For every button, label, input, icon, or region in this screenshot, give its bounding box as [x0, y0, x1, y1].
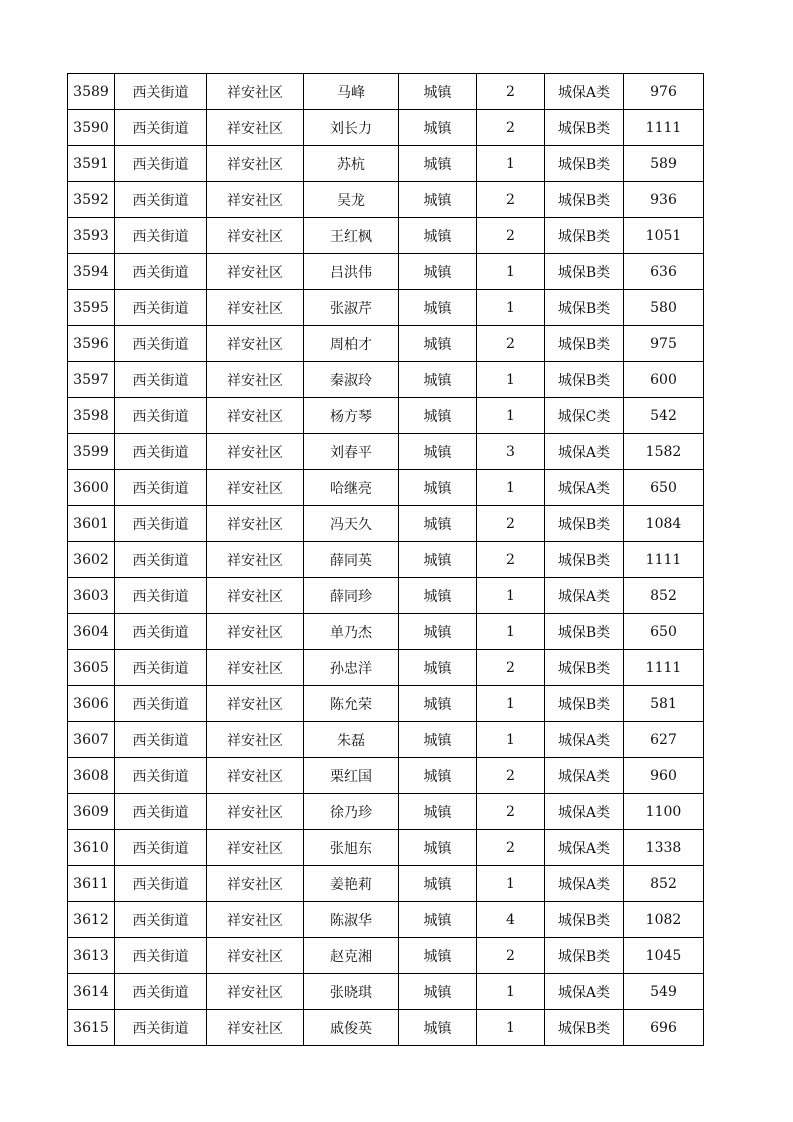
- subdistrict-cell: 西关街道: [115, 326, 207, 362]
- subdistrict-cell: 西关街道: [115, 650, 207, 686]
- insurance-category-cell: 城保A类: [545, 794, 624, 830]
- amount-cell: 1082: [624, 902, 704, 938]
- amount-cell: 589: [624, 146, 704, 182]
- household-size-cell: 1: [477, 290, 545, 326]
- record-id-cell: 3612: [68, 902, 115, 938]
- amount-cell: 1111: [624, 110, 704, 146]
- household-type-cell: 城镇: [399, 830, 477, 866]
- record-id-cell: 3608: [68, 758, 115, 794]
- record-id-cell: 3605: [68, 650, 115, 686]
- household-type-cell: 城镇: [399, 722, 477, 758]
- subdistrict-cell: 西关街道: [115, 218, 207, 254]
- household-type-cell: 城镇: [399, 182, 477, 218]
- insurance-category-cell: 城保B类: [545, 218, 624, 254]
- person-name-cell: 张旭东: [304, 830, 399, 866]
- amount-cell: 852: [624, 578, 704, 614]
- subdistrict-cell: 西关街道: [115, 830, 207, 866]
- subdistrict-cell: 西关街道: [115, 290, 207, 326]
- insurance-category-cell: 城保B类: [545, 290, 624, 326]
- table-row: [68, 902, 704, 938]
- amount-cell: 1045: [624, 938, 704, 974]
- household-type-cell: 城镇: [399, 686, 477, 722]
- record-id-cell: 3591: [68, 146, 115, 182]
- amount-cell: 696: [624, 1010, 704, 1046]
- community-cell: 祥安社区: [207, 938, 304, 974]
- record-id-cell: 3593: [68, 218, 115, 254]
- insurance-category-cell: 城保B类: [545, 650, 624, 686]
- table-row: [68, 218, 704, 254]
- amount-cell: 580: [624, 290, 704, 326]
- person-name-cell: 周柏才: [304, 326, 399, 362]
- household-size-cell: 1: [477, 866, 545, 902]
- record-id-cell: 3601: [68, 506, 115, 542]
- insurance-category-cell: 城保B类: [545, 506, 624, 542]
- household-size-cell: 1: [477, 398, 545, 434]
- person-name-cell: 秦淑玲: [304, 362, 399, 398]
- table-row: [68, 758, 704, 794]
- household-type-cell: 城镇: [399, 398, 477, 434]
- amount-cell: 1582: [624, 434, 704, 470]
- community-cell: 祥安社区: [207, 326, 304, 362]
- household-type-cell: 城镇: [399, 74, 477, 110]
- person-name-cell: 张淑芹: [304, 290, 399, 326]
- household-size-cell: 2: [477, 650, 545, 686]
- amount-cell: 960: [624, 758, 704, 794]
- subdistrict-cell: 西关街道: [115, 470, 207, 506]
- record-id-cell: 3604: [68, 614, 115, 650]
- household-type-cell: 城镇: [399, 614, 477, 650]
- person-name-cell: 苏杭: [304, 146, 399, 182]
- insurance-category-cell: 城保B类: [545, 542, 624, 578]
- table-row: [68, 794, 704, 830]
- table-row: [68, 650, 704, 686]
- amount-cell: 627: [624, 722, 704, 758]
- subdistrict-cell: 西关街道: [115, 434, 207, 470]
- subdistrict-cell: 西关街道: [115, 398, 207, 434]
- community-cell: 祥安社区: [207, 974, 304, 1010]
- amount-cell: 636: [624, 254, 704, 290]
- subdistrict-cell: 西关街道: [115, 614, 207, 650]
- community-cell: 祥安社区: [207, 290, 304, 326]
- household-type-cell: 城镇: [399, 254, 477, 290]
- community-cell: 祥安社区: [207, 650, 304, 686]
- table-row: [68, 398, 704, 434]
- household-type-cell: 城镇: [399, 110, 477, 146]
- table-row: [68, 434, 704, 470]
- record-id-cell: 3615: [68, 1010, 115, 1046]
- insurance-category-cell: 城保B类: [545, 902, 624, 938]
- household-size-cell: 2: [477, 794, 545, 830]
- insurance-category-cell: 城保B类: [545, 254, 624, 290]
- household-type-cell: 城镇: [399, 938, 477, 974]
- community-cell: 祥安社区: [207, 182, 304, 218]
- record-id-cell: 3592: [68, 182, 115, 218]
- person-name-cell: 单乃杰: [304, 614, 399, 650]
- person-name-cell: 张晓琪: [304, 974, 399, 1010]
- insurance-category-cell: 城保A类: [545, 974, 624, 1010]
- record-id-cell: 3609: [68, 794, 115, 830]
- household-size-cell: 2: [477, 758, 545, 794]
- amount-cell: 1111: [624, 542, 704, 578]
- household-size-cell: 1: [477, 254, 545, 290]
- household-size-cell: 1: [477, 578, 545, 614]
- amount-cell: 1100: [624, 794, 704, 830]
- household-type-cell: 城镇: [399, 326, 477, 362]
- record-id-cell: 3596: [68, 326, 115, 362]
- household-type-cell: 城镇: [399, 470, 477, 506]
- table-row: [68, 866, 704, 902]
- amount-cell: 542: [624, 398, 704, 434]
- household-size-cell: 1: [477, 146, 545, 182]
- household-type-cell: 城镇: [399, 218, 477, 254]
- household-type-cell: 城镇: [399, 794, 477, 830]
- person-name-cell: 薛同英: [304, 542, 399, 578]
- subdistrict-cell: 西关街道: [115, 362, 207, 398]
- data-sheet: [67, 73, 704, 1046]
- table-row: [68, 110, 704, 146]
- community-cell: 祥安社区: [207, 578, 304, 614]
- amount-cell: 650: [624, 614, 704, 650]
- record-id-cell: 3600: [68, 470, 115, 506]
- household-type-cell: 城镇: [399, 362, 477, 398]
- household-size-cell: 1: [477, 362, 545, 398]
- household-type-cell: 城镇: [399, 434, 477, 470]
- record-id-cell: 3599: [68, 434, 115, 470]
- table-row: [68, 974, 704, 1010]
- household-size-cell: 2: [477, 326, 545, 362]
- table-body: [68, 74, 704, 1046]
- table-row: [68, 938, 704, 974]
- record-id-cell: 3613: [68, 938, 115, 974]
- household-size-cell: 2: [477, 182, 545, 218]
- community-cell: 祥安社区: [207, 506, 304, 542]
- subdistrict-cell: 西关街道: [115, 794, 207, 830]
- subdistrict-cell: 西关街道: [115, 902, 207, 938]
- community-cell: 祥安社区: [207, 362, 304, 398]
- insurance-category-cell: 城保C类: [545, 398, 624, 434]
- subdistrict-cell: 西关街道: [115, 758, 207, 794]
- person-name-cell: 陈淑华: [304, 902, 399, 938]
- community-cell: 祥安社区: [207, 794, 304, 830]
- insurance-category-cell: 城保B类: [545, 146, 624, 182]
- insurance-category-cell: 城保B类: [545, 362, 624, 398]
- person-name-cell: 薛同珍: [304, 578, 399, 614]
- insurance-category-cell: 城保B类: [545, 326, 624, 362]
- community-cell: 祥安社区: [207, 110, 304, 146]
- subdistrict-cell: 西关街道: [115, 74, 207, 110]
- person-name-cell: 栗红国: [304, 758, 399, 794]
- amount-cell: 650: [624, 470, 704, 506]
- amount-cell: 976: [624, 74, 704, 110]
- person-name-cell: 杨方琴: [304, 398, 399, 434]
- household-type-cell: 城镇: [399, 902, 477, 938]
- record-id-cell: 3589: [68, 74, 115, 110]
- household-size-cell: 1: [477, 1010, 545, 1046]
- table-row: [68, 470, 704, 506]
- insurance-category-cell: 城保A类: [545, 74, 624, 110]
- subdistrict-cell: 西关街道: [115, 542, 207, 578]
- person-name-cell: 王红枫: [304, 218, 399, 254]
- records-table: [67, 73, 704, 1046]
- subdistrict-cell: 西关街道: [115, 686, 207, 722]
- community-cell: 祥安社区: [207, 830, 304, 866]
- insurance-category-cell: 城保B类: [545, 686, 624, 722]
- table-row: [68, 182, 704, 218]
- record-id-cell: 3610: [68, 830, 115, 866]
- amount-cell: 975: [624, 326, 704, 362]
- community-cell: 祥安社区: [207, 686, 304, 722]
- insurance-category-cell: 城保B类: [545, 614, 624, 650]
- insurance-category-cell: 城保A类: [545, 758, 624, 794]
- subdistrict-cell: 西关街道: [115, 974, 207, 1010]
- person-name-cell: 姜艳莉: [304, 866, 399, 902]
- household-type-cell: 城镇: [399, 866, 477, 902]
- person-name-cell: 刘春平: [304, 434, 399, 470]
- community-cell: 祥安社区: [207, 866, 304, 902]
- record-id-cell: 3614: [68, 974, 115, 1010]
- record-id-cell: 3597: [68, 362, 115, 398]
- amount-cell: 1051: [624, 218, 704, 254]
- household-size-cell: 2: [477, 830, 545, 866]
- table-row: [68, 74, 704, 110]
- insurance-category-cell: 城保B类: [545, 1010, 624, 1046]
- subdistrict-cell: 西关街道: [115, 110, 207, 146]
- record-id-cell: 3598: [68, 398, 115, 434]
- amount-cell: 581: [624, 686, 704, 722]
- table-row: [68, 578, 704, 614]
- person-name-cell: 哈继亮: [304, 470, 399, 506]
- subdistrict-cell: 西关街道: [115, 146, 207, 182]
- community-cell: 祥安社区: [207, 74, 304, 110]
- community-cell: 祥安社区: [207, 614, 304, 650]
- community-cell: 祥安社区: [207, 902, 304, 938]
- subdistrict-cell: 西关街道: [115, 938, 207, 974]
- table-row: [68, 722, 704, 758]
- record-id-cell: 3603: [68, 578, 115, 614]
- community-cell: 祥安社区: [207, 218, 304, 254]
- household-size-cell: 2: [477, 74, 545, 110]
- household-size-cell: 1: [477, 470, 545, 506]
- household-size-cell: 1: [477, 974, 545, 1010]
- record-id-cell: 3590: [68, 110, 115, 146]
- person-name-cell: 赵克湘: [304, 938, 399, 974]
- community-cell: 祥安社区: [207, 434, 304, 470]
- community-cell: 祥安社区: [207, 146, 304, 182]
- table-row: [68, 362, 704, 398]
- insurance-category-cell: 城保A类: [545, 578, 624, 614]
- household-size-cell: 1: [477, 722, 545, 758]
- household-size-cell: 2: [477, 542, 545, 578]
- household-size-cell: 2: [477, 218, 545, 254]
- amount-cell: 1111: [624, 650, 704, 686]
- insurance-category-cell: 城保B类: [545, 110, 624, 146]
- community-cell: 祥安社区: [207, 254, 304, 290]
- person-name-cell: 孙忠洋: [304, 650, 399, 686]
- table-row: [68, 146, 704, 182]
- household-size-cell: 4: [477, 902, 545, 938]
- household-type-cell: 城镇: [399, 758, 477, 794]
- insurance-category-cell: 城保B类: [545, 938, 624, 974]
- amount-cell: 600: [624, 362, 704, 398]
- record-id-cell: 3611: [68, 866, 115, 902]
- community-cell: 祥安社区: [207, 722, 304, 758]
- household-type-cell: 城镇: [399, 290, 477, 326]
- subdistrict-cell: 西关街道: [115, 578, 207, 614]
- community-cell: 祥安社区: [207, 542, 304, 578]
- record-id-cell: 3606: [68, 686, 115, 722]
- amount-cell: 936: [624, 182, 704, 218]
- household-size-cell: 3: [477, 434, 545, 470]
- community-cell: 祥安社区: [207, 398, 304, 434]
- table-row: [68, 542, 704, 578]
- person-name-cell: 陈允荣: [304, 686, 399, 722]
- household-type-cell: 城镇: [399, 578, 477, 614]
- household-type-cell: 城镇: [399, 974, 477, 1010]
- record-id-cell: 3607: [68, 722, 115, 758]
- subdistrict-cell: 西关街道: [115, 722, 207, 758]
- record-id-cell: 3594: [68, 254, 115, 290]
- insurance-category-cell: 城保A类: [545, 830, 624, 866]
- amount-cell: 1084: [624, 506, 704, 542]
- household-type-cell: 城镇: [399, 542, 477, 578]
- household-type-cell: 城镇: [399, 146, 477, 182]
- record-id-cell: 3602: [68, 542, 115, 578]
- insurance-category-cell: 城保A类: [545, 722, 624, 758]
- household-size-cell: 1: [477, 686, 545, 722]
- person-name-cell: 朱磊: [304, 722, 399, 758]
- amount-cell: 1338: [624, 830, 704, 866]
- person-name-cell: 马峰: [304, 74, 399, 110]
- person-name-cell: 吕洪伟: [304, 254, 399, 290]
- household-size-cell: 2: [477, 938, 545, 974]
- household-type-cell: 城镇: [399, 650, 477, 686]
- table-row: [68, 290, 704, 326]
- insurance-category-cell: 城保A类: [545, 866, 624, 902]
- household-type-cell: 城镇: [399, 506, 477, 542]
- table-row: [68, 1010, 704, 1046]
- amount-cell: 852: [624, 866, 704, 902]
- table-row: [68, 506, 704, 542]
- subdistrict-cell: 西关街道: [115, 506, 207, 542]
- insurance-category-cell: 城保A类: [545, 470, 624, 506]
- table-row: [68, 686, 704, 722]
- subdistrict-cell: 西关街道: [115, 182, 207, 218]
- household-size-cell: 2: [477, 506, 545, 542]
- table-row: [68, 830, 704, 866]
- person-name-cell: 戚俊英: [304, 1010, 399, 1046]
- insurance-category-cell: 城保A类: [545, 434, 624, 470]
- household-type-cell: 城镇: [399, 1010, 477, 1046]
- amount-cell: 549: [624, 974, 704, 1010]
- subdistrict-cell: 西关街道: [115, 1010, 207, 1046]
- subdistrict-cell: 西关街道: [115, 254, 207, 290]
- household-size-cell: 2: [477, 110, 545, 146]
- subdistrict-cell: 西关街道: [115, 866, 207, 902]
- community-cell: 祥安社区: [207, 1010, 304, 1046]
- community-cell: 祥安社区: [207, 758, 304, 794]
- household-size-cell: 1: [477, 614, 545, 650]
- table-row: [68, 614, 704, 650]
- person-name-cell: 徐乃珍: [304, 794, 399, 830]
- table-row: [68, 326, 704, 362]
- community-cell: 祥安社区: [207, 470, 304, 506]
- person-name-cell: 冯天久: [304, 506, 399, 542]
- table-row: [68, 254, 704, 290]
- insurance-category-cell: 城保B类: [545, 182, 624, 218]
- record-id-cell: 3595: [68, 290, 115, 326]
- person-name-cell: 刘长力: [304, 110, 399, 146]
- person-name-cell: 吴龙: [304, 182, 399, 218]
